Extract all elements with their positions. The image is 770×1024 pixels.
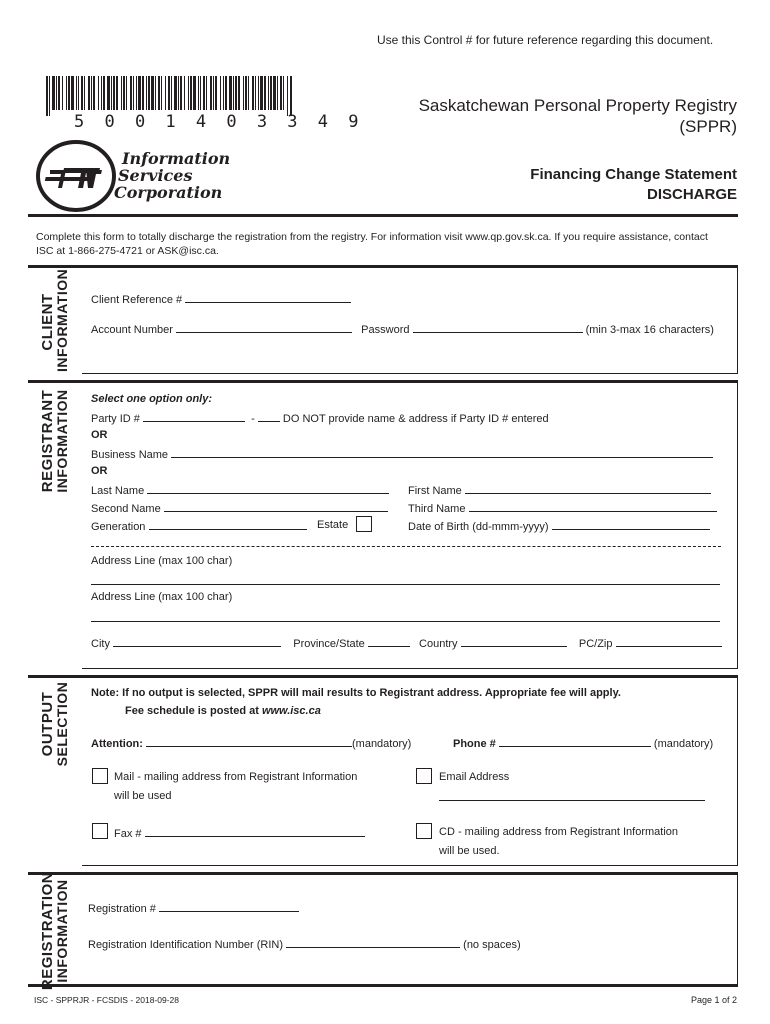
phone-field[interactable]: [499, 736, 651, 747]
output-note-line2: [125, 705, 321, 718]
account-password-row: [91, 322, 714, 337]
account-number-label: Account Number: [91, 324, 173, 336]
registrant-section-right-rule: [737, 383, 738, 669]
first-name-field[interactable]: [465, 483, 711, 494]
generation-field[interactable]: [149, 519, 307, 530]
registration-number-field[interactable]: [159, 901, 299, 912]
third-name-field[interactable]: [469, 501, 717, 512]
isc-logo-mark-icon: [34, 138, 118, 214]
second-name-label: Second Name: [91, 503, 161, 515]
city-row: [91, 636, 722, 651]
third-name-label: Third Name: [408, 503, 466, 515]
client-reference-label: Client Reference #: [91, 294, 183, 306]
business-name-label: Business Name: [91, 449, 169, 461]
password-label: Password: [361, 324, 410, 336]
registry-abbrev: (SPPR): [679, 117, 737, 136]
select-one-note: Select one option only:: [91, 393, 213, 405]
registration-section-right-rule: [737, 875, 738, 985]
barcode: [46, 76, 292, 116]
postal-field[interactable]: [616, 636, 722, 647]
first-name-label: First Name: [408, 485, 462, 497]
rin-row: [88, 937, 521, 952]
client-section-right-rule: [737, 268, 738, 374]
rin-hint: (no spaces): [463, 939, 521, 951]
last-name-row: [91, 483, 389, 498]
output-section-right-rule: [737, 678, 738, 866]
control-note: Use this Control # for future reference regarding this document.: [377, 33, 714, 47]
form-subtitle: DISCHARGE: [646, 186, 737, 203]
phone-mandatory: (mandatory): [653, 738, 714, 750]
province-label: Province/State: [293, 638, 365, 650]
client-section-top-rule: [28, 265, 738, 268]
or-label-1: OR: [91, 429, 108, 441]
estate-checkbox[interactable]: [356, 516, 372, 532]
output-note-prefix: Fee schedule is posted at: [125, 705, 262, 717]
business-name-row: [91, 447, 713, 462]
client-reference-row: [91, 292, 351, 307]
barcode-image: [46, 76, 292, 116]
party-id-suffix-field[interactable]: [258, 411, 280, 422]
dob-label: Date of Birth (dd-mmm-yyyy): [408, 521, 549, 533]
attention-field[interactable]: [146, 736, 352, 747]
password-hint: (min 3-max 16 characters): [585, 324, 714, 336]
city-label: City: [91, 638, 110, 650]
password-field[interactable]: [413, 322, 583, 333]
first-name-row: [408, 483, 711, 498]
party-id-label: Party ID #: [91, 413, 140, 425]
rin-field[interactable]: [286, 937, 460, 948]
last-name-label: Last Name: [91, 485, 145, 497]
output-section-label: OUTPUT SELECTION: [39, 681, 70, 767]
province-field[interactable]: [368, 636, 410, 647]
header-rule: [28, 214, 738, 217]
address-line2-label: Address Line (max 100 char): [91, 591, 233, 603]
or-label-2: OR: [91, 465, 108, 477]
rin-label: Registration Identification Number (RIN): [88, 939, 284, 951]
registrant-section-label: REGISTRANT INFORMATION: [39, 389, 70, 493]
phone-label: Phone #: [453, 738, 496, 750]
client-section-label: CLIENT INFORMATION: [39, 268, 70, 372]
address-line2-field[interactable]: [91, 621, 720, 622]
dob-field[interactable]: [552, 519, 710, 530]
address-line1-label: Address Line (max 100 char): [91, 555, 233, 567]
form-title: Financing Change Statement: [530, 166, 737, 183]
registration-section-label: REGISTRATION INFORMATION: [39, 871, 70, 991]
output-section-top-rule: [28, 675, 738, 678]
last-name-field[interactable]: [147, 483, 389, 494]
second-name-field[interactable]: [164, 501, 388, 512]
registrant-section-bottom-rule: [82, 668, 738, 669]
estate-label: Estate: [317, 519, 349, 531]
generation-label: Generation: [91, 521, 146, 533]
party-id-field[interactable]: [143, 411, 245, 422]
postal-label: PC/Zip: [578, 638, 613, 650]
cd-label-line1: CD - mailing address from Registrant Information: [439, 826, 679, 838]
third-name-row: [408, 501, 717, 516]
fax-field[interactable]: [145, 826, 365, 837]
footer-form-code: ISC - SPPRJR - FCSDIS - 2018-09-28: [34, 995, 180, 1005]
mail-checkbox[interactable]: [92, 768, 108, 784]
logo-line2: Services: [118, 166, 193, 185]
intro-line1: Complete this form to totally discharge the registration from the registry. For information visit www.qp.gov.sk.ca. If you require assistance, contact: [36, 231, 708, 243]
email-checkbox[interactable]: [416, 768, 432, 784]
footer-page-number: Page 1 of 2: [690, 995, 737, 1005]
client-reference-field[interactable]: [185, 292, 351, 303]
attention-row: [91, 736, 411, 751]
attention-label: Attention:: [91, 738, 143, 750]
business-name-field[interactable]: [171, 447, 713, 458]
fee-schedule-link[interactable]: www.isc.ca: [261, 705, 321, 717]
email-label: Email Address: [439, 771, 510, 783]
cd-label-line2: will be used.: [439, 845, 500, 857]
fax-checkbox[interactable]: [92, 823, 108, 839]
isc-logo: [34, 138, 234, 214]
mail-label-line1: Mail - mailing address from Registrant Information: [114, 771, 358, 783]
second-name-row: [91, 501, 388, 516]
address-line1-field[interactable]: [91, 584, 720, 585]
registry-title: Saskatchewan Personal Property Registry: [418, 96, 737, 115]
country-label: Country: [419, 638, 458, 650]
party-id-note: DO NOT provide name & address if Party ID # entered: [282, 413, 549, 425]
attention-mandatory: (mandatory): [352, 738, 412, 750]
intro-line2: ISC at 1-866-275-4721 or ASK@isc.ca.: [36, 245, 219, 257]
email-field[interactable]: [439, 800, 705, 801]
dob-row: [408, 519, 710, 534]
party-id-row: [91, 411, 549, 426]
registrant-section-top-rule: [28, 380, 738, 383]
phone-row: [453, 736, 713, 751]
client-section-bottom-rule: [82, 373, 738, 374]
registration-number-label: Registration #: [88, 903, 156, 915]
output-note-line1: Note: If no output is selected, SPPR will mail results to Registrant address. Appropriate fee will apply.: [91, 687, 621, 699]
logo-line1: Information: [122, 149, 231, 168]
registration-section-bottom-rule: [28, 984, 738, 987]
fax-label: Fax #: [114, 828, 142, 840]
output-section-bottom-rule: [82, 865, 738, 866]
city-field[interactable]: [113, 636, 281, 647]
account-number-field[interactable]: [176, 322, 352, 333]
party-id-separator: -: [251, 413, 255, 425]
mail-label-line2: will be used: [114, 790, 172, 802]
generation-row: [91, 519, 307, 534]
country-field[interactable]: [461, 636, 567, 647]
registration-section-top-rule: [28, 872, 738, 875]
logo-line3: Corporation: [114, 183, 223, 202]
barcode-number: 5 0 0 1 4 0 3 3 4 9: [74, 112, 364, 132]
dashed-separator: [91, 546, 721, 547]
fax-row: [114, 826, 365, 841]
registration-number-row: [88, 901, 299, 916]
cd-checkbox[interactable]: [416, 823, 432, 839]
